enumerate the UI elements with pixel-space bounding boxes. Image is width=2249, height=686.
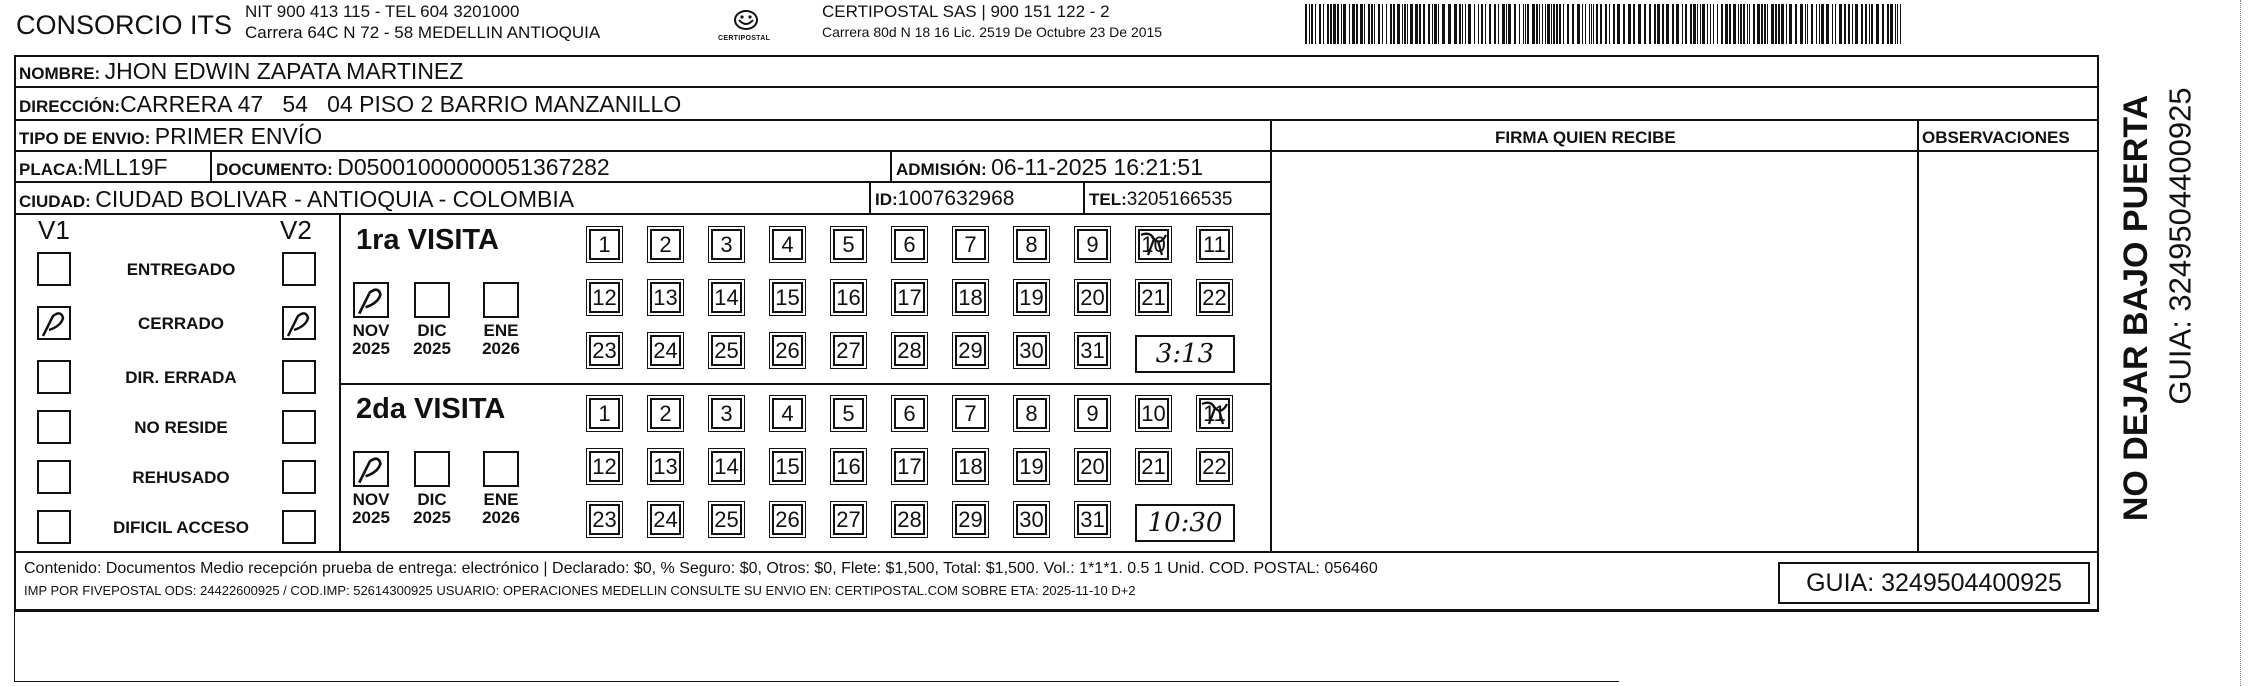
first-visit-day-8[interactable]: 8	[1016, 229, 1047, 260]
imp-line: IMP POR FIVEPOSTAL ODS: 24422600925 / COD.IMP: 52614300925 USUARIO: OPERACIONES MEDELLIN CONSULTE SU ENVIO EN: CERTIPOSTAL.COM SOBRE ETA: 2025-11-10 D+2	[24, 583, 1136, 598]
certipostal-logo: CERTIPOSTAL	[716, 6, 776, 46]
v2-checkbox-no-reside[interactable]	[282, 410, 316, 444]
v1-checkbox-dir-errada[interactable]	[37, 360, 71, 394]
nit-line: NIT 900 413 115 - TEL 604 3201000	[245, 2, 520, 21]
second-visit-day-8[interactable]: 8	[1016, 398, 1047, 429]
first-visit-month-checkbox-ene[interactable]	[483, 282, 519, 318]
v2-checkbox-rehusado[interactable]	[282, 460, 316, 494]
first-visit-day-23[interactable]: 23	[589, 335, 620, 366]
first-visit-day-30[interactable]: 30	[1016, 335, 1047, 366]
second-visit-title: 2da VISITA	[356, 393, 506, 425]
side-guia: GUIA: 3249504400925	[2162, 87, 2198, 405]
first-visit-month-checkbox-dic[interactable]	[414, 282, 450, 318]
v1-label: V1	[38, 215, 70, 245]
tipo-envio-label: TIPO DE ENVIO:	[19, 129, 151, 148]
id-label: ID:	[875, 190, 898, 209]
v1-checkbox-dificil-acceso[interactable]	[37, 510, 71, 544]
first-visit-day-14[interactable]: 14	[711, 282, 742, 313]
carrier-line: CERTIPOSTAL SAS | 900 151 122 - 2	[822, 2, 1110, 21]
second-visit-day-7[interactable]: 7	[955, 398, 986, 429]
second-visit-day-19[interactable]: 19	[1016, 451, 1047, 482]
first-visit-day-5[interactable]: 5	[833, 229, 864, 260]
ciudad-label: CIUDAD:	[19, 192, 91, 211]
second-visit-day-14[interactable]: 14	[711, 451, 742, 482]
v1-checkbox-rehusado[interactable]	[37, 460, 71, 494]
barcode	[1305, 4, 1901, 44]
v2-label: V2	[280, 215, 312, 245]
second-visit-day-6[interactable]: 6	[894, 398, 925, 429]
second-visit-month-checkbox-ene[interactable]	[483, 451, 519, 487]
v2-checkbox-dificil-acceso[interactable]	[282, 510, 316, 544]
documento-value: D05001000000051367282	[337, 154, 610, 180]
tel-label: TEL:	[1089, 190, 1127, 209]
first-visit-day-12[interactable]: 12	[589, 282, 620, 313]
second-visit-day-22[interactable]: 22	[1199, 451, 1230, 482]
documento-label: DOCUMENTO:	[216, 160, 333, 179]
second-visit-day-10[interactable]: 10	[1138, 398, 1169, 429]
second-visit-day-30[interactable]: 30	[1016, 504, 1047, 535]
firma-label: FIRMA QUIEN RECIBE	[1495, 128, 1676, 147]
first-visit-day-28[interactable]: 28	[894, 335, 925, 366]
direccion-value: CARRERA 47 54 04 PISO 2 BARRIO MANZANILLO	[120, 91, 682, 117]
first-visit-month-label: ENE 2026	[482, 321, 520, 358]
first-visit-day-1[interactable]: 1	[589, 229, 620, 260]
first-visit-day-24[interactable]: 24	[650, 335, 681, 366]
second-visit-day-12[interactable]: 12	[589, 451, 620, 482]
v2-checkbox-cerrado[interactable]	[282, 306, 316, 340]
first-visit-day-29[interactable]: 29	[955, 335, 986, 366]
second-visit-month-label: DIC 2025	[413, 490, 451, 527]
no-dejar-bajo-puerta: NO DEJAR BAJO PUERTA	[2117, 94, 2155, 522]
first-visit-day-25[interactable]: 25	[711, 335, 742, 366]
placa-label: PLACA:	[19, 160, 84, 179]
observaciones-label: OBSERVACIONES	[1922, 128, 2070, 147]
status-label: DIFICIL ACCESO	[112, 518, 249, 537]
tel-value: 3205166535	[1126, 189, 1233, 210]
second-visit-day-17[interactable]: 17	[894, 451, 925, 482]
nombre-label: NOMBRE:	[19, 64, 101, 83]
second-visit-day-27[interactable]: 27	[833, 504, 864, 535]
second-visit-day-3[interactable]: 3	[711, 398, 742, 429]
status-label: NO RESIDE	[134, 418, 228, 437]
second-visit-day-1[interactable]: 1	[589, 398, 620, 429]
first-visit-day-21[interactable]: 21	[1138, 282, 1169, 313]
first-visit-day-17[interactable]: 17	[894, 282, 925, 313]
tipo-envio-value: PRIMER ENVÍO	[154, 123, 323, 149]
second-visit-day-29[interactable]: 29	[955, 504, 986, 535]
second-visit-day-15[interactable]: 15	[772, 451, 803, 482]
second-visit-day-26[interactable]: 26	[772, 504, 803, 535]
first-visit-month-label: NOV 2025	[352, 321, 390, 358]
second-visit-day-2[interactable]: 2	[650, 398, 681, 429]
direccion-label: DIRECCIÓN:	[19, 97, 121, 116]
first-visit-day-31[interactable]: 31	[1077, 335, 1108, 366]
first-visit-day-10[interactable]: 10	[1138, 229, 1169, 260]
first-visit-day-4[interactable]: 4	[772, 229, 803, 260]
second-visit-month-label: NOV 2025	[352, 490, 390, 527]
second-visit-day-25[interactable]: 25	[711, 504, 742, 535]
second-visit-day-9[interactable]: 9	[1077, 398, 1108, 429]
first-visit-handwritten-time[interactable]: 3:13	[1135, 335, 1235, 373]
company-name: CONSORCIO ITS	[16, 10, 233, 40]
second-visit-day-16[interactable]: 16	[833, 451, 864, 482]
first-visit-day-6[interactable]: 6	[894, 229, 925, 260]
ciudad-value: CIUDAD BOLIVAR - ANTIOQUIA - COLOMBIA	[95, 186, 575, 212]
v1-checkbox-no-reside[interactable]	[37, 410, 71, 444]
address-line: Carrera 64C N 72 - 58 MEDELLIN ANTIOQUIA	[245, 23, 601, 42]
first-visit-day-27[interactable]: 27	[833, 335, 864, 366]
first-visit-day-13[interactable]: 13	[650, 282, 681, 313]
second-visit-month-label: ENE 2026	[482, 490, 520, 527]
first-visit-day-2[interactable]: 2	[650, 229, 681, 260]
status-label: DIR. ERRADA	[125, 368, 237, 387]
second-visit-day-11[interactable]: 11	[1199, 398, 1230, 429]
placa-value: MLL19F	[83, 154, 168, 180]
second-visit-day-31[interactable]: 31	[1077, 504, 1108, 535]
form-frame	[14, 55, 2099, 611]
guia-box: GUIA: 3249504400925	[1778, 562, 2090, 604]
first-visit-day-16[interactable]: 16	[833, 282, 864, 313]
second-visit-day-20[interactable]: 20	[1077, 451, 1108, 482]
first-visit-day-11[interactable]: 11	[1199, 229, 1230, 260]
license-line: Carrera 80d N 18 16 Lic. 2519 De Octubre 23 De 2015	[822, 24, 1163, 40]
first-visit-day-18[interactable]: 18	[955, 282, 986, 313]
v2-checkbox-entregado[interactable]	[282, 252, 316, 286]
status-label: ENTREGADO	[126, 260, 236, 279]
admision-value: 06-11-2025 16:21:51	[991, 154, 1203, 180]
status-label: CERRADO	[138, 314, 224, 333]
second-visit-day-24[interactable]: 24	[650, 504, 681, 535]
first-visit-title: 1ra VISITA	[356, 224, 499, 256]
second-visit-day-4[interactable]: 4	[772, 398, 803, 429]
second-visit-day-13[interactable]: 13	[650, 451, 681, 482]
second-visit-month-checkbox-nov[interactable]	[353, 451, 389, 487]
second-visit-day-5[interactable]: 5	[833, 398, 864, 429]
first-visit-day-20[interactable]: 20	[1077, 282, 1108, 313]
first-visit-day-7[interactable]: 7	[955, 229, 986, 260]
id-value: 1007632968	[897, 187, 1015, 210]
first-visit-day-15[interactable]: 15	[772, 282, 803, 313]
second-visit-day-28[interactable]: 28	[894, 504, 925, 535]
second-visit-handwritten-time[interactable]: 10:30	[1135, 504, 1235, 542]
second-visit-day-23[interactable]: 23	[589, 504, 620, 535]
second-visit-day-18[interactable]: 18	[955, 451, 986, 482]
nombre-value: JHON EDWIN ZAPATA MARTINEZ	[104, 58, 464, 84]
first-visit-day-3[interactable]: 3	[711, 229, 742, 260]
second-visit-month-checkbox-dic[interactable]	[414, 451, 450, 487]
v1-checkbox-cerrado[interactable]	[37, 306, 71, 340]
status-label: REHUSADO	[132, 468, 230, 487]
first-visit-month-label: DIC 2025	[413, 321, 451, 358]
v2-checkbox-dir-errada[interactable]	[282, 360, 316, 394]
first-visit-day-19[interactable]: 19	[1016, 282, 1047, 313]
admision-label: ADMISIÓN:	[896, 160, 987, 179]
contenido-line: Contenido: Documentos Medio recepción prueba de entrega: electrónico | Declarado: $0, % Seguro: $0, Otros: $0, Flete: $1,500, Total: $1,500. Vol.: 1*1*1. 0.5 1 Unid. COD. POSTAL: 056460	[24, 560, 1378, 577]
first-visit-day-22[interactable]: 22	[1199, 282, 1230, 313]
v1-checkbox-entregado[interactable]	[37, 252, 71, 286]
second-visit-day-21[interactable]: 21	[1138, 451, 1169, 482]
first-visit-day-26[interactable]: 26	[772, 335, 803, 366]
first-visit-month-checkbox-nov[interactable]	[353, 282, 389, 318]
first-visit-day-9[interactable]: 9	[1077, 229, 1108, 260]
side-vertical-text	[2108, 78, 2208, 538]
